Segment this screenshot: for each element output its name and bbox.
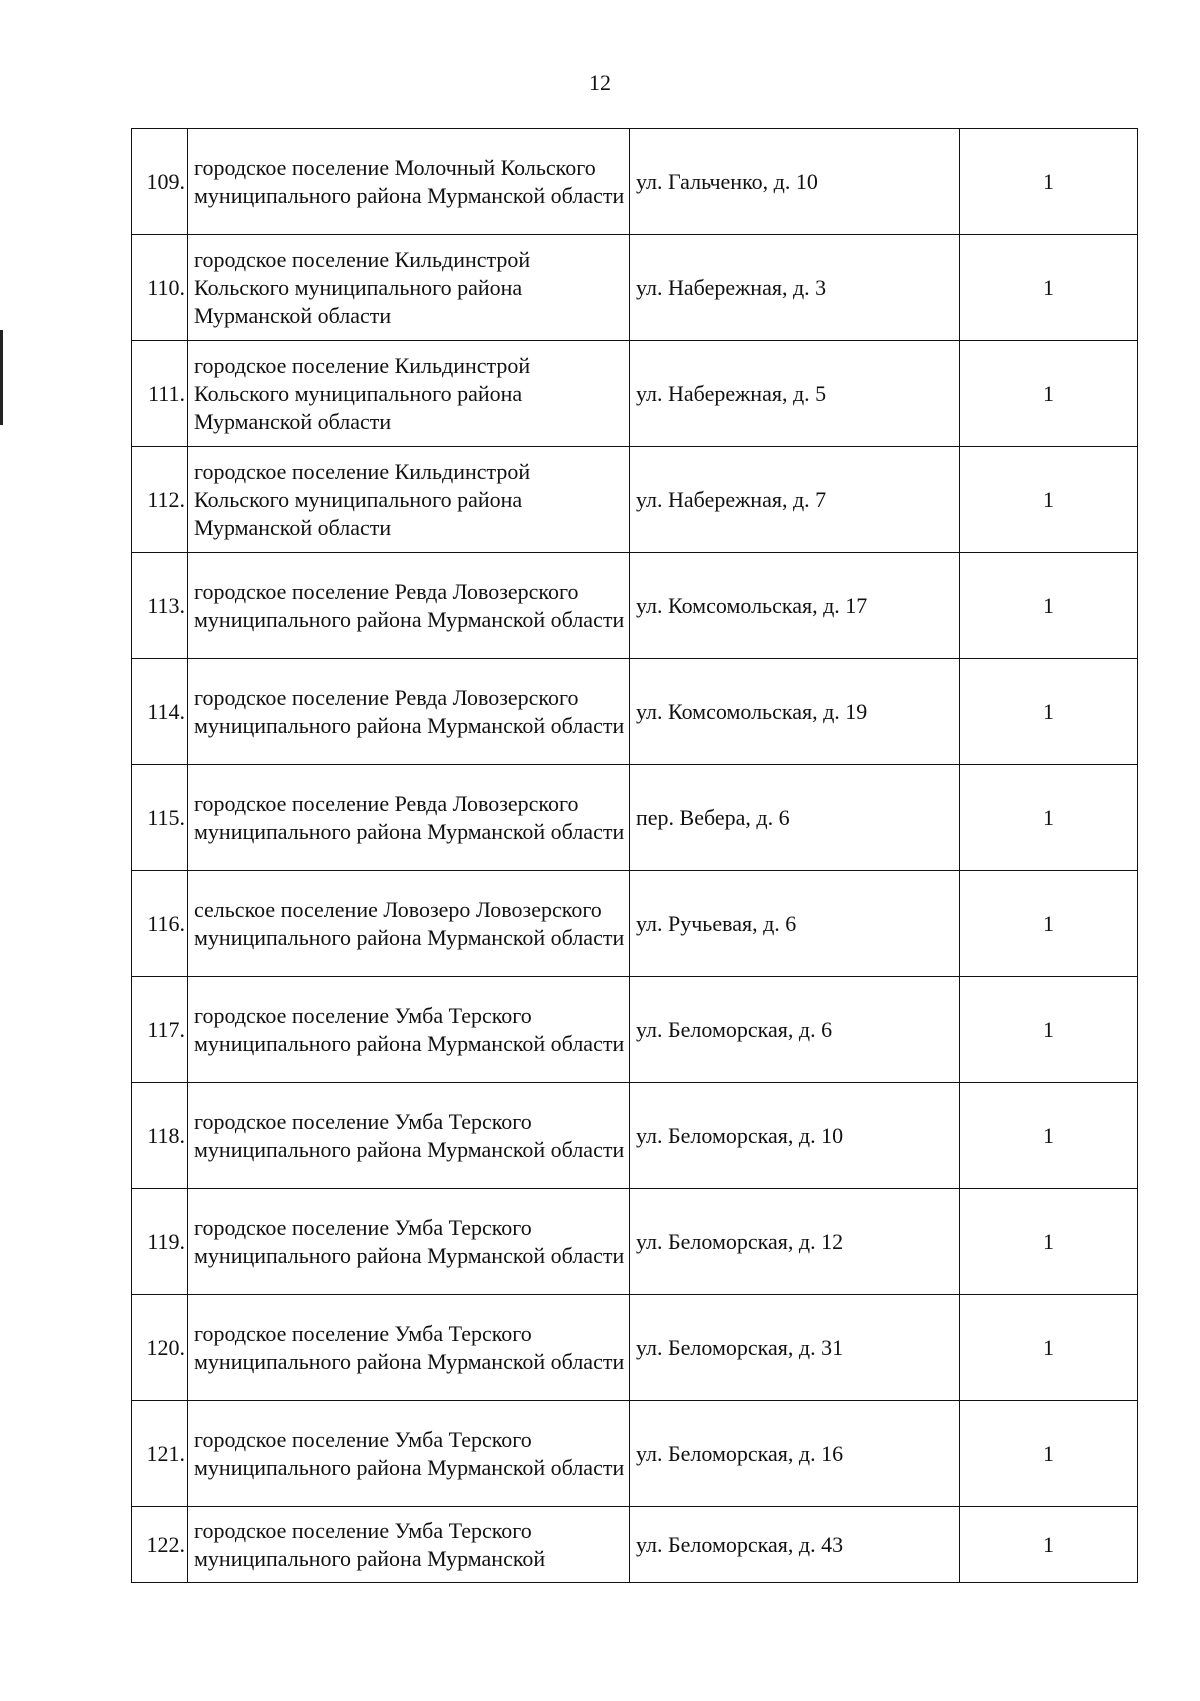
page-number: 12 xyxy=(589,70,611,95)
table-row xyxy=(132,765,1138,871)
count: 1 xyxy=(960,659,1138,765)
table-row xyxy=(132,129,1138,235)
table-row xyxy=(132,977,1138,1083)
count: 1 xyxy=(960,871,1138,977)
address: ул. Набережная, д. 3 xyxy=(630,235,960,341)
row-number: 113. xyxy=(132,553,188,659)
scan-edge-mark xyxy=(0,330,3,425)
settlement-name: городское поселение Ревда Ловозерского муниципального района Мурманской области xyxy=(188,659,630,765)
row-number: 117. xyxy=(132,977,188,1083)
count: 1 xyxy=(960,129,1138,235)
row-number: 116. xyxy=(132,871,188,977)
count: 1 xyxy=(960,1507,1138,1583)
count: 1 xyxy=(960,1083,1138,1189)
table-row xyxy=(132,1189,1138,1295)
settlement-name: городское поселение Кильдинстрой Кольского муниципального района Мурманской области xyxy=(188,447,630,553)
table-row xyxy=(132,553,1138,659)
count: 1 xyxy=(960,447,1138,553)
settlement-name: городское поселение Ревда Ловозерского муниципального района Мурманской области xyxy=(188,765,630,871)
address: ул. Набережная, д. 5 xyxy=(630,341,960,447)
settlement-name: городское поселение Молочный Кольского муниципального района Мурманской области xyxy=(188,129,630,235)
row-number: 121. xyxy=(132,1401,188,1507)
address: ул. Беломорская, д. 43 xyxy=(630,1507,960,1583)
row-number: 118. xyxy=(132,1083,188,1189)
row-number: 112. xyxy=(132,447,188,553)
table-row xyxy=(132,447,1138,553)
address: ул. Набережная, д. 7 xyxy=(630,447,960,553)
address: ул. Беломорская, д. 31 xyxy=(630,1295,960,1401)
row-number: 115. xyxy=(132,765,188,871)
table-row xyxy=(132,1401,1138,1507)
settlement-name: городское поселение Умба Терского муниципального района Мурманской области xyxy=(188,1189,630,1295)
count: 1 xyxy=(960,553,1138,659)
table-row xyxy=(132,1295,1138,1401)
settlement-name: сельское поселение Ловозеро Ловозерского муниципального района Мурманской области xyxy=(188,871,630,977)
table-row xyxy=(132,1083,1138,1189)
row-number: 111. xyxy=(132,341,188,447)
settlement-name: городское поселение Кильдинстрой Кольского муниципального района Мурманской области xyxy=(188,235,630,341)
address: ул. Комсомольская, д. 19 xyxy=(630,659,960,765)
count: 1 xyxy=(960,235,1138,341)
table-row xyxy=(132,871,1138,977)
table-row xyxy=(132,1507,1138,1583)
row-number: 120. xyxy=(132,1295,188,1401)
settlement-name: городское поселение Умба Терского муниципального района Мурманской области xyxy=(188,1083,630,1189)
address: пер. Вебера, д. 6 xyxy=(630,765,960,871)
settlement-name: городское поселение Кильдинстрой Кольского муниципального района Мурманской области xyxy=(188,341,630,447)
table-row xyxy=(132,659,1138,765)
address: ул. Беломорская, д. 12 xyxy=(630,1189,960,1295)
table-row xyxy=(132,341,1138,447)
settlement-name: городское поселение Умба Терского муниципального района Мурманской xyxy=(188,1507,630,1583)
row-number: 109. xyxy=(132,129,188,235)
address: ул. Беломорская, д. 6 xyxy=(630,977,960,1083)
settlement-address-table xyxy=(131,128,1138,1583)
settlement-name: городское поселение Умба Терского муниципального района Мурманской области xyxy=(188,977,630,1083)
row-number: 110. xyxy=(132,235,188,341)
row-number: 114. xyxy=(132,659,188,765)
count: 1 xyxy=(960,765,1138,871)
settlement-name: городское поселение Умба Терского муниципального района Мурманской области xyxy=(188,1295,630,1401)
count: 1 xyxy=(960,1189,1138,1295)
settlement-name: городское поселение Умба Терского муниципального района Мурманской области xyxy=(188,1401,630,1507)
table-row xyxy=(132,235,1138,341)
count: 1 xyxy=(960,1401,1138,1507)
count: 1 xyxy=(960,977,1138,1083)
count: 1 xyxy=(960,1295,1138,1401)
address: ул. Беломорская, д. 16 xyxy=(630,1401,960,1507)
count: 1 xyxy=(960,341,1138,447)
settlement-name: городское поселение Ревда Ловозерского муниципального района Мурманской области xyxy=(188,553,630,659)
address: ул. Гальченко, д. 10 xyxy=(630,129,960,235)
address: ул. Комсомольская, д. 17 xyxy=(630,553,960,659)
address: ул. Ручьевая, д. 6 xyxy=(630,871,960,977)
address: ул. Беломорская, д. 10 xyxy=(630,1083,960,1189)
row-number: 122. xyxy=(132,1507,188,1583)
row-number: 119. xyxy=(132,1189,188,1295)
